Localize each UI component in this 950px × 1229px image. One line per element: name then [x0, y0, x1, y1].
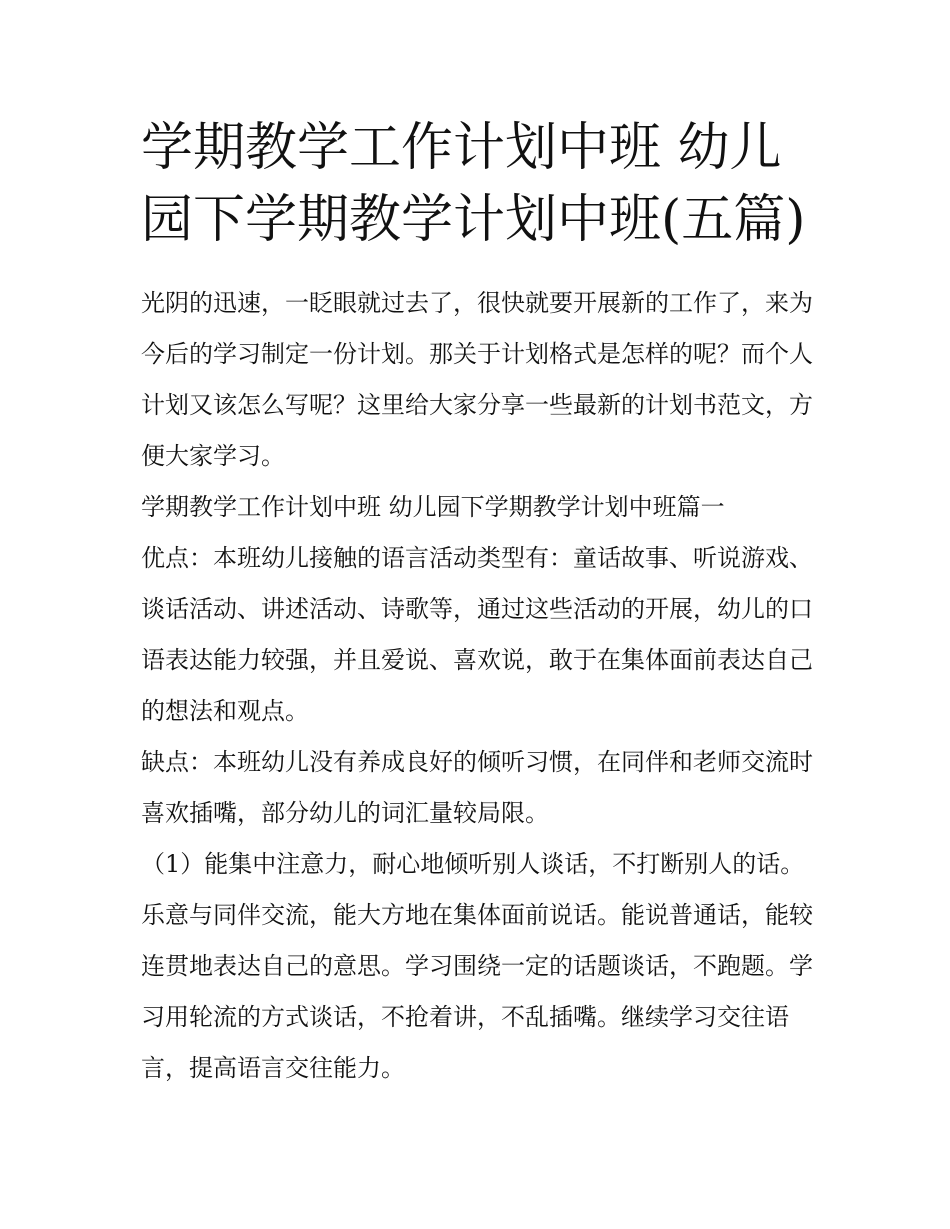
strengths-paragraph: 优点：本班幼儿接触的语言活动类型有：童话故事、听说游戏、谈话活动、讲述活动、诗歌等，通过这些活动的开展，幼儿的口语表达能力较强，并且爱说、喜欢说，敢于在集体面前表达自己的想法和观点。 [141, 544, 813, 725]
document-body [141, 112, 813, 1094]
section-heading-paragraph: 学期教学工作计划中班 幼儿园下学期教学计划中班篇一 [141, 493, 725, 521]
weaknesses-paragraph: 缺点：本班幼儿没有养成良好的倾听习惯，在同伴和老师交流时喜欢插嘴，部分幼儿的词汇量较局限。 [141, 748, 813, 827]
intro-paragraph: 光阴的迅速，一眨眼就过去了，很快就要开展新的工作了，来为今后的学习制定一份计划。那关于计划格式是怎样的呢？而个人计划又该怎么写呢？这里给大家分享一些最新的计划书范文，方便大家学习。 [141, 289, 813, 470]
goal-paragraph: （1）能集中注意力，耐心地倾听别人谈话，不打断别人的话。乐意与同伴交流，能大方地在集体面前说话。能说普通话，能较连贯地表达自己的意思。学习围绕一定的话题谈话，不跑题。学习用轮流的方式谈话，不抢着讲，不乱插嘴。继续学习交往语言，提高语言交往能力。 [141, 850, 813, 1082]
document-title: 学期教学工作计划中班 幼儿园下学期教学计划中班(五篇) [141, 118, 806, 250]
